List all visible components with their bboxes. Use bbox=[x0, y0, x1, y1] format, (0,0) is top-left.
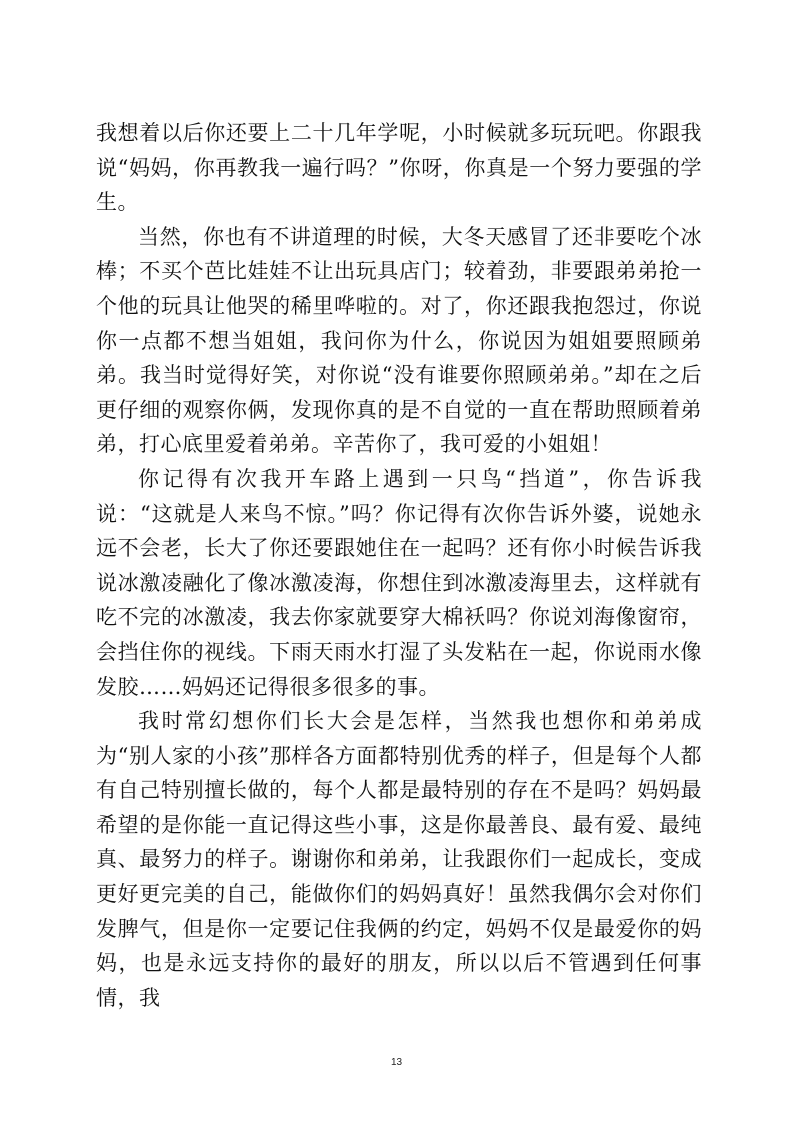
paragraph-3: 你记得有次我开车路上遇到一只鸟“挡道”，你告诉我说：“这就是人来鸟不惊。”吗？你记得有次你告诉外婆，说她永远不会老，长大了你还要跟她住在一起吗？还有你小时候告诉我说冰激凌融化了像冰激凌海，你想住到冰激凌海里去，这样就有吃不完的冰激凌，我去你家就要穿大棉袄吗？你说刘海像窗帘，会挡住你的视线。下雨天雨水打湿了头发粘在一起，你说雨水像发胶……妈妈还记得很多很多的事。 bbox=[96, 466, 702, 699]
paragraph-1: 我想着以后你还要上二十几年学呢，小时候就多玩玩吧。你跟我说“妈妈，你再教我一遍行吗？”你呀，你真是一个努力要强的学生。 bbox=[96, 121, 702, 215]
body-text bbox=[96, 116, 702, 1015]
paragraph-4: 我时常幻想你们长大会是怎样，当然我也想你和弟弟成为“别人家的小孩”那样各方面都特别优秀的样子，但是每个人都有自己特别擅长做的，每个人都是最特别的存在不是吗？妈妈最希望的是你能一直记得这些小事，这是你最善良、最有爱、最纯真、最努力的样子。谢谢你和弟弟，让我跟你们一起成长，变成更好更完美的自己，能做你们的妈妈真好！虽然我偶尔会对你们发脾气，但是你一定要记住我俩的约定，妈妈不仅是最爱你的妈妈，也是永远支持你的最好的朋友，所以以后不管遇到任何事情，我 bbox=[96, 709, 702, 1010]
paragraph-2: 当然，你也有不讲道理的时候，大冬天感冒了还非要吃个冰棒；不买个芭比娃娃不让出玩具店门；较着劲，非要跟弟弟抢一个他的玩具让他哭的稀里哗啦的。对了，你还跟我抱怨过，你说你一点都不想当姐姐，我问你为什么，你说因为姐姐要照顾弟弟。我当时觉得好笑，对你说“没有谁要你照顾弟弟。”却在之后更仔细的观察你俩，发现你真的是不自觉的一直在帮助照顾着弟弟，打心底里爱着弟弟。辛苦你了，我可爱的小姐姐！ bbox=[96, 224, 702, 457]
page-number: 13 bbox=[390, 1057, 403, 1068]
